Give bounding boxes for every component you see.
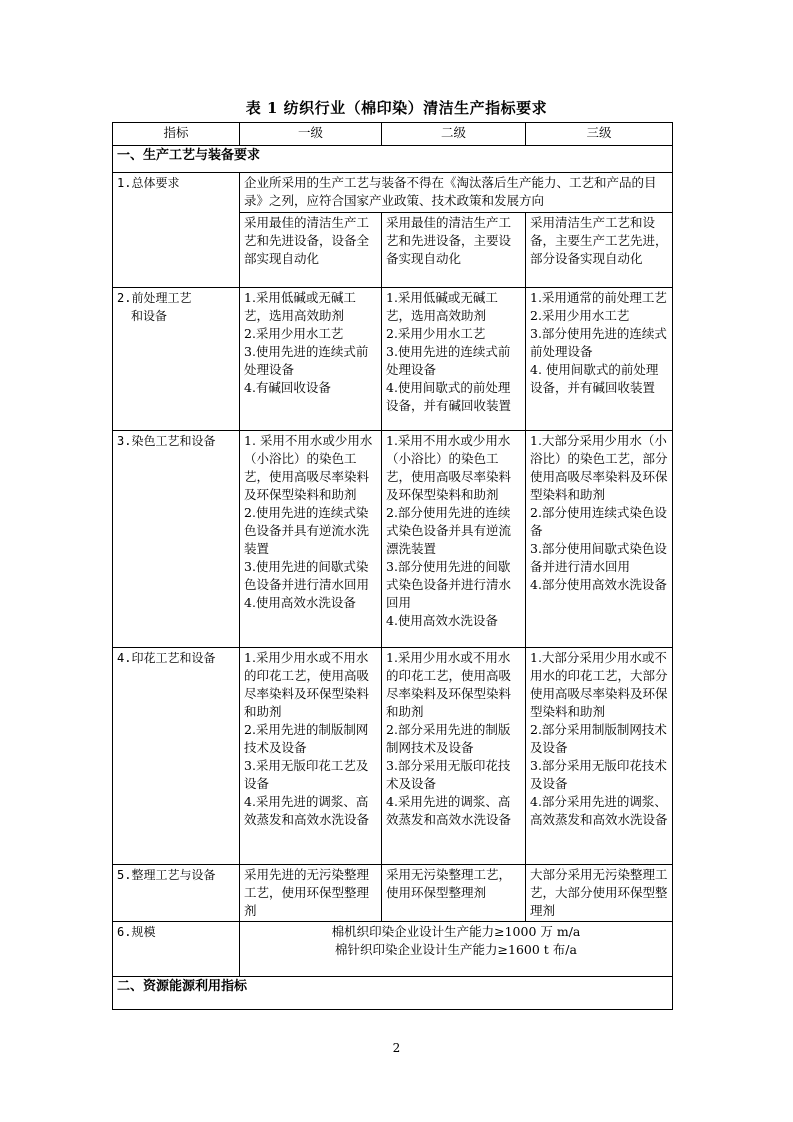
list-item: 2.采用少用水工艺 (244, 326, 344, 341)
header-level-1: 一级 (240, 123, 382, 146)
list-item: 4.部分采用先进的调浆、高效蒸发和高效水洗设备 (530, 794, 668, 827)
section-title-2: 二、资源能源利用指标 (113, 977, 673, 1010)
list-item: 2.部分使用连续式染色设备 (530, 505, 667, 538)
indicator-pretreatment (113, 288, 240, 431)
table-row (113, 431, 673, 648)
list-item: 3.使用先进的间歇式染色设备并进行清水回用 (244, 559, 370, 592)
list-item: 4.有碱回收设备 (244, 380, 331, 395)
indicator-printing: 4.印花工艺和设备 (113, 648, 240, 865)
list-item: 4. 使用间歇式的前处理设备，并有碱回收装置 (530, 362, 659, 395)
list-item: 1.大部分采用少用水或不用水的印花工艺，大部分使用高吸尽率染料及环保型染料和助剂 (530, 650, 668, 719)
list-item: 1.采用少用水或不用水的印花工艺，使用高吸尽率染料及环保型染料和助剂 (386, 650, 512, 719)
list-item: 2.采用少用水工艺 (530, 308, 630, 323)
scale-requirement (240, 922, 673, 977)
list-item: 1.采用不用水或少用水（小浴比）的染色工艺，使用高吸尽率染料及环保型染料和助剂 (386, 433, 512, 502)
list-item: 3.部分使用先进的连续式前处理设备 (530, 326, 667, 359)
list-item: 2.采用先进的制版制网技术及设备 (244, 722, 369, 755)
list-item: 1.采用通常的前处理工艺 (530, 290, 667, 305)
table-title: 表 1 纺织行业（棉印染）清洁生产指标要求 (245, 99, 548, 117)
printing-level-1 (240, 648, 382, 865)
header-indicator: 指标 (113, 123, 240, 146)
list-item: 4.使用间歇式的前处理设备，并有碱回收装置 (386, 380, 512, 413)
finishing-level-3: 大部分采用无污染整理工艺，大部分使用环保型整理剂 (526, 865, 673, 922)
dyeing-level-3 (526, 431, 673, 648)
list-item: 2.部分采用制版制网技术及设备 (530, 722, 667, 755)
finishing-level-1: 采用先进的无污染整理工艺，使用环保型整理剂 (240, 865, 382, 922)
indicator-line: 和设备 (131, 309, 168, 323)
list-item: 2.使用先进的连续式染色设备并具有逆流水洗装置 (244, 505, 370, 556)
list-item: 3.部分采用无版印花技术及设备 (386, 758, 511, 791)
pretreatment-level-1 (240, 288, 382, 431)
header-level-2: 二级 (382, 123, 526, 146)
list-item: 1.采用低碱或无碱工艺，选用高效助剂 (386, 290, 498, 323)
list-item: 4.采用先进的调浆、高效蒸发和高效水洗设备 (244, 794, 370, 827)
list-item: 3.使用先进的连续式前处理设备 (244, 344, 369, 377)
clean-production-table (112, 122, 673, 1010)
section-row-1 (113, 146, 673, 173)
table-row (113, 922, 673, 977)
list-item: 1.采用少用水或不用水的印花工艺，使用高吸尽率染料及环保型染料和助剂 (244, 650, 370, 719)
indicator-finishing: 5.整理工艺与设备 (113, 865, 240, 922)
overall-merged-text: 企业所采用的生产工艺与装备不得在《淘汰落后生产能力、工艺和产品的目录》之列，应符合国家产业政策、技术政策和发展方向 (240, 173, 673, 213)
section-row-2 (113, 977, 673, 1010)
list-item: 2.部分使用先进的连续式染色设备并具有逆流漂洗装置 (386, 505, 512, 556)
section-title-1: 一、生产工艺与装备要求 (113, 146, 673, 173)
overall-level-1: 采用最佳的清洁生产工艺和先进设备，设备全部实现自动化 (240, 213, 382, 288)
list-item: 1. 采用不用水或少用水（小浴比）的染色工艺，使用高吸尽率染料及环保型染料和助剂 (244, 433, 373, 502)
list-item: 3.部分使用先进的间歇式染色设备并进行清水回用 (386, 559, 512, 610)
table-row (113, 648, 673, 865)
finishing-level-2: 采用无污染整理工艺，使用环保型整理剂 (382, 865, 526, 922)
list-item: 4.部分使用高效水洗设备 (530, 577, 667, 592)
list-item: 2.采用少用水工艺 (386, 326, 486, 341)
list-item: 2.部分采用先进的制版制网技术及设备 (386, 722, 511, 755)
table-row (113, 288, 673, 431)
page-number: 2 (392, 1041, 401, 1055)
overall-level-2: 采用最佳的清洁生产工艺和先进设备，主要设备实现自动化 (382, 213, 526, 288)
dyeing-level-1 (240, 431, 382, 648)
pretreatment-level-3 (526, 288, 673, 431)
list-item: 4.使用高效水洗设备 (244, 595, 356, 610)
list-item: 4.采用先进的调浆、高效蒸发和高效水洗设备 (386, 794, 512, 827)
pretreatment-level-2 (382, 288, 526, 431)
list-item: 1.大部分采用少用水（小浴比）的染色工艺，部分使用高吸尽率染料及环保型染料和助剂 (530, 433, 668, 502)
list-item: 3.使用先进的连续式前处理设备 (386, 344, 511, 377)
indicator-dyeing: 3.染色工艺和设备 (113, 431, 240, 648)
scale-line: 棉机织印染企业设计生产能力≥1000 万 m/a (331, 924, 581, 939)
header-level-3: 三级 (526, 123, 673, 146)
indicator-overall: 1.总体要求 (113, 173, 240, 288)
list-item: 4.使用高效水洗设备 (386, 613, 498, 628)
list-item: 1.采用低碱或无碱工艺，选用高效助剂 (244, 290, 356, 323)
list-item: 3.采用无版印花工艺及设备 (244, 758, 369, 791)
list-item: 3.部分采用无版印花技术及设备 (530, 758, 667, 791)
table-row (113, 865, 673, 922)
indicator-scale: 6.规模 (113, 922, 240, 977)
table-row (113, 173, 673, 213)
indicator-line: 2.前处理工艺 (117, 291, 192, 305)
printing-level-3 (526, 648, 673, 865)
scale-line: 棉针织印染企业设计生产能力≥1600 t 布/a (335, 942, 577, 957)
printing-level-2 (382, 648, 526, 865)
header-row (113, 123, 673, 146)
dyeing-level-2 (382, 431, 526, 648)
overall-level-3: 采用清洁生产工艺和设备，主要生产工艺先进，部分设备实现自动化 (526, 213, 673, 288)
list-item: 3.部分使用间歇式染色设备并进行清水回用 (530, 541, 667, 574)
